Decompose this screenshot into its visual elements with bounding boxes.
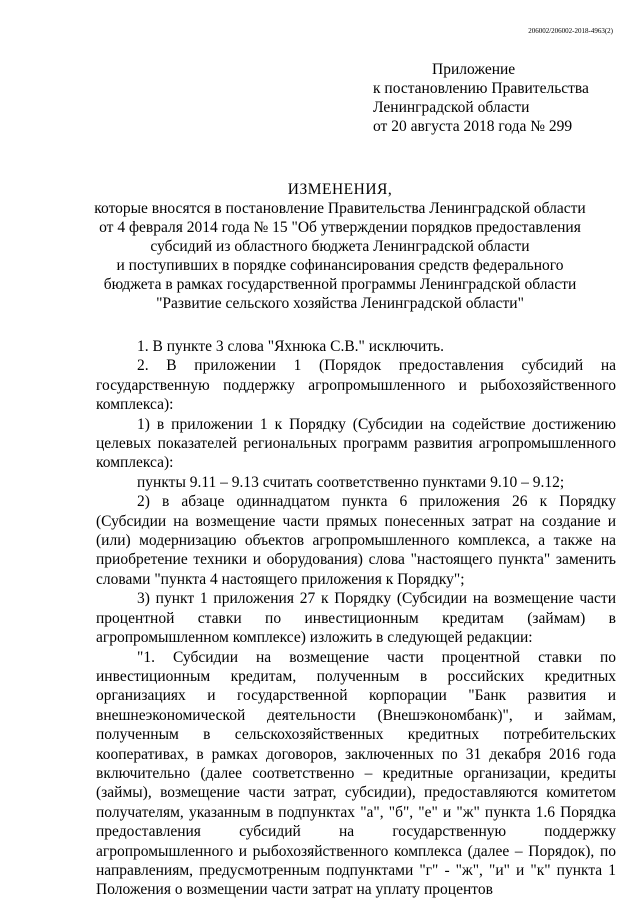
paragraph-1: 1. В пункте 3 слова "Яхнюка С.В." исключить.	[137, 338, 444, 355]
title-heading: ИЗМЕНЕНИЯ,	[287, 181, 393, 198]
paragraph-7: "1. Субсидии на возмещение части процентной ставки по инвестиционным кредитам, полученным в российских кредитных организациях и государственной корпорации "Банк развития и внешнеэкономической деятельности (Внешэкономбанк)", и займам, полученным в сельскохозяйственных кредитных потребительских кооперативах, в рамках договоров, заключенных по 31 декабря 2016 года включительно (далее соответственно – кредитные организации, кредиты (займы), возмещение части затрат, субсидии), предоставляются комитетом получателям, указанным в подпунктах "а", "б", "е" и "ж" пункта 1.6 Порядка предоставления субсидий на государственную поддержку агропромышленного и рыбохозяйственного комплекса (далее – Порядок), по направлениям, предусмотренным подпунктами "г" - "ж", "и" и "к" пункта 1 Положения о возмещении части затрат на уплату процентов	[96, 648, 616, 899]
paragraph-6: 3) пункт 1 приложения 27 к Порядку (Субсидии на возмещение части процентной ставки по инвестиционным кредитам (займам) в агропромышленном комплексе) изложить в следующей редакции:	[96, 590, 616, 647]
title-line-6: "Развитие сельского хозяйства Ленинградской области"	[156, 295, 524, 312]
title-block	[60, 180, 620, 313]
paragraph-2: 2. В приложении 1 (Порядок предоставления субсидий на государственную поддержку агропромышленного и рыбохозяйственного комплекса):	[96, 357, 616, 414]
paragraph-5: 2) в абзаце одиннадцатом пункта 6 приложения 26 к Порядку (Субсидии на возмещение части прямых понесенных затрат на создание и (или) модернизацию объектов агропромышленного комплекса, а также на приобретение техники и оборудования) слова "настоящего пункта" заменить словами "пункта 4 настоящего приложения к Порядку";	[96, 493, 616, 588]
title-line-2: от 4 февраля 2014 года № 15 "Об утверждении порядков предоставления	[99, 219, 581, 236]
title-line-3: субсидий из областного бюджета Ленинградской области	[150, 238, 530, 255]
document-body	[96, 337, 616, 900]
appendix-line-4: от 20 августа 2018 года № 299	[373, 118, 573, 135]
title-line-5: бюджета в рамках государственной программы Ленинградской области	[103, 276, 577, 293]
title-line-4: и поступивших в порядке софинансирования средств федерального	[116, 257, 564, 274]
appendix-block	[360, 60, 589, 136]
document-id: 206002/206002-2018-4963(2)	[528, 27, 613, 35]
appendix-line-3: Ленинградской области	[373, 99, 530, 116]
appendix-line-1: Приложение	[432, 61, 516, 78]
title-line-1: которые вносятся в постановление Правительства Ленинградской области	[94, 200, 586, 217]
appendix-line-2: к постановлению Правительства	[373, 80, 589, 97]
paragraph-3: 1) в приложении 1 к Порядку (Субсидии на содействие достижению целевых показателей региональных программ развития агропромышленного комплекса):	[96, 415, 616, 472]
paragraph-4: пункты 9.11 – 9.13 считать соответственно пунктами 9.10 – 9.12;	[137, 473, 565, 491]
